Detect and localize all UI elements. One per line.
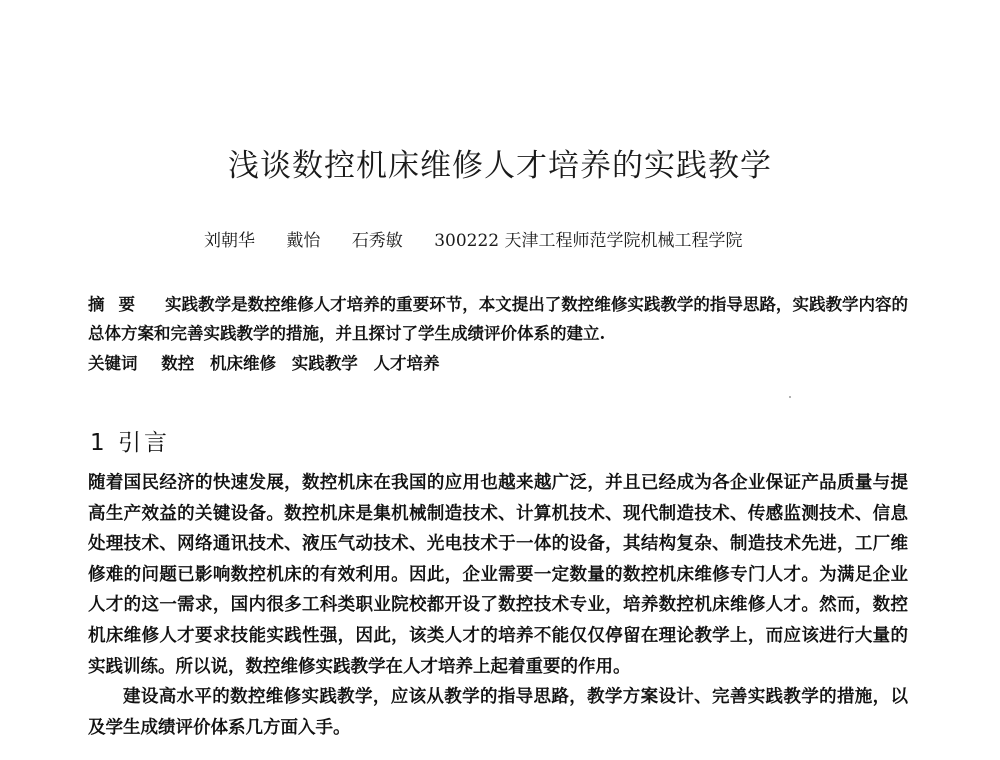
author-name: 石秀敏 (351, 231, 403, 251)
paper-title: 浅谈数控机床维修人才培养的实践教学 (228, 148, 772, 184)
scan-speck (789, 396, 791, 398)
section-body (88, 468, 908, 743)
author-name: 戴怡 (286, 231, 321, 251)
affiliation: 300222 天津工程师范学院机械工程学院 (434, 231, 743, 251)
abstract-text: 实践教学是数控维修人才培养的重要环节，本文提出了数控维修实践教学的指导思路，实践教学内容的总体方案和完善实践教学的措施，并且探讨了学生成绩评价体系的建立. (88, 295, 909, 343)
author-name: 刘朝华 (204, 231, 255, 251)
paragraph: 随着国民经济的快速发展，数控机床在我国的应用也越来越广泛，并且已经成为各企业保证产品质量与提高生产效益的关键设备。数控机床是集机械制造技术、计算机技术、现代制造技术、传感监测技术、信息处理技术、网络通讯技术、液压气动技术、光电技术于一体的设备，其结构复杂、制造技术先进，工厂维修难的问题已影响数控机床的有效利用。因此，企业需要一定数量的数控机床维修专门人才。为满足企业人才的这一需求，国内很多工科类职业院校都开设了数控技术专业，培养数控机床维修人才。然而，数控机床维修人才要求技能实践性强，因此，该类人才的培养不能仅仅停留在理论教学上，而应该进行大量的实践训练。所以说，数控维修实践教学在人才培养上起着重要的作用。 (88, 473, 908, 677)
keyword: 实践教学 (291, 354, 358, 373)
keywords (88, 349, 450, 378)
section-heading: 1 引言 (90, 430, 170, 456)
abstract (88, 290, 908, 348)
abstract-label: 摘要 (88, 295, 150, 314)
keyword: 数控 (161, 354, 195, 373)
keywords-label: 关键词 (88, 354, 138, 373)
author-line (204, 226, 743, 251)
keyword: 人才培养 (373, 354, 440, 373)
paragraph: 建设高水平的数控维修实践教学，应该从教学的指导思路，教学方案设计、完善实践教学的措施，以及学生成绩评价体系几方面入手。 (88, 687, 908, 738)
keyword: 机床维修 (210, 354, 276, 373)
